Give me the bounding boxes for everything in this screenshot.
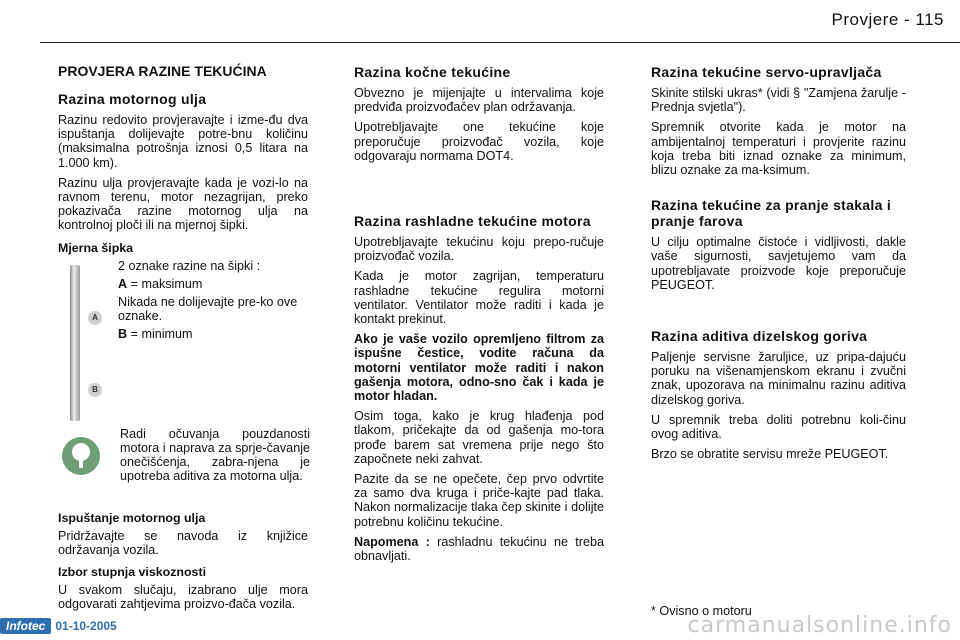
dip-b-line [118, 327, 310, 341]
section-title: PROVJERA RAZINE TEKUĆINA [58, 63, 267, 79]
footer-date: 01-10-2005 [55, 619, 117, 633]
dipstick-legend [118, 259, 310, 346]
column-middle [354, 64, 604, 569]
dip-b-letter: B [118, 327, 128, 342]
note-label: Napomena : [354, 534, 430, 549]
engine-oil-p2: Razinu ulja provjeravajte kada je vozi-lo na ravnom terenu, motor nezagrijan, preko pokazivača razine motornog ulja na kontrolnoj ploči ili na mjernoj šipki. [58, 175, 308, 233]
page-title: Provjere - 115 [831, 10, 944, 29]
coolant-p4: Pazite da se ne opečete, čep prvo odvrtite za samo dva kruga i priče-kajte pad tlaka. Nakon normalizacije tlaka čep skinite i dolijte potrebnu količinu tekućine. [354, 472, 604, 529]
eco-note [58, 427, 308, 503]
steering-p1: Skinite stilski ukras* (vidi § "Zamjena žarulje - Prednja svjetla"). [651, 86, 906, 115]
coolant-p3: Osim toga, kako je krug hlađenja pod tlakom, pričekajte da od gašenja mo-tora prođe barem sat vremena prije nego što započnete neki zahvat. [354, 409, 604, 466]
watermark: carmanualsonline.info [687, 613, 952, 638]
mark-a-label: A [88, 311, 102, 325]
viscosity-text: U svakom slučaju, izabrano ulje mora odgovarati zahtjevima proizvo-đača vozila. [58, 583, 308, 612]
engine-oil-title: Razina motornog ulja [58, 91, 207, 107]
viscosity-title: Izbor stupnja viskoznosti [58, 565, 207, 580]
washer-p1: U cilju optimalne čistoće i vidljivosti, dakle vaše sigurnosti, savjetujemo vam da upotrebljavate proizvode koje preporučuje PEUGEOT. [651, 235, 906, 292]
dip-a-line [118, 277, 310, 291]
dip-intro: 2 oznake razine na šipki : [118, 258, 261, 273]
note-text: rashladnu tekućinu ne treba obnavljati. [354, 534, 604, 564]
engine-oil-p1: Razinu redovito provjeravajte i izme-đu dva ispuštanja dolijevajte potre-bnu količinu (maksimalna potrošnja iznosi 0,5 litara na 1.000 km). [58, 113, 308, 170]
washer-title: Razina tekućine za pranje stakala i pranje farova [651, 197, 892, 230]
drain-title: Ispuštanje motornog ulja [58, 510, 206, 525]
footnote: * Ovisno o motoru [651, 604, 752, 618]
dipstick-title: Mjerna šipka [58, 240, 134, 255]
coolant-warning: Ako je vaše vozilo opremljeno filtrom za ispušne čestice, vodite računa da motorni ventilator može raditi i nakon gašenja motora, odno-sno čak i kada je motor hladan. [354, 332, 604, 404]
coolant-title: Razina rashladne tekućine motora [354, 213, 591, 230]
diesel-title: Razina aditiva dizelskog goriva [651, 328, 868, 345]
dipstick-figure [58, 259, 308, 419]
coolant-p1: Upotrebljavajte tekućinu koju prepo-ručuje proizvođač vozila. [354, 235, 604, 264]
infotec-logo: Infotec [0, 618, 51, 634]
diesel-p1: Paljenje servisne žaruljice, uz pripa-dajuću poruku na višenamjenskom ekranu i zvučni znak, upozorava na minimalnu razinu aditiva dizelskog goriva. [651, 350, 906, 407]
dip-warning: Nikada ne dolijevajte pre-ko ove oznake. [118, 295, 298, 324]
header-divider [40, 42, 960, 43]
coolant-p2: Kada je motor zagrijan, temperaturu rashladne tekućine regulira motorni ventilator. Ventilator može raditi i kada je kontakt prekinut. [354, 269, 604, 327]
column-right [651, 64, 906, 467]
drain-text: Pridržavajte se navoda iz knjižice održavanja vozila. [58, 528, 308, 557]
steering-title: Razina tekućine servo-upravljača [651, 64, 882, 80]
dip-a-letter: A [118, 276, 128, 291]
diesel-p2: U spremnik treba doliti potrebnu koli-činu ovog aditiva. [651, 412, 906, 442]
eco-text [120, 427, 310, 484]
coolant-note [354, 535, 604, 563]
brake-p2: Upotrebljavajte one tekućine koje preporučuje proizvođač vozila, koje odgovaraju normama DOT4. [354, 120, 604, 163]
dipstick-illustration [70, 265, 80, 421]
tree-icon [62, 437, 100, 475]
brake-p1: Obvezno je mijenjajte u intervalima koje predviđa proizvođačev plan održavanja. [354, 86, 604, 115]
steering-p2: Spremnik otvorite kada je motor na ambijentalnoj temperaturi i provjerite razinu koja treba biti iznad oznake za minimum, blizu oznake za ma-ksimum. [651, 120, 906, 178]
brake-title: Razina kočne tekućine [354, 64, 511, 80]
mark-b-label: B [88, 383, 102, 397]
dip-a-text: = maksimum [127, 276, 203, 291]
column-left [58, 64, 308, 617]
footer [0, 618, 117, 634]
diesel-p3: Brzo se obratite servisu mreže PEUGEOT. [651, 447, 889, 462]
dip-b-text: = minimum [127, 327, 193, 342]
eco-paragraph: Radi očuvanja pouzdanosti motora i naprava za sprje-čavanje onečišćenja, zabra-njena je upotreba aditiva za motorna ulja. [120, 426, 310, 484]
